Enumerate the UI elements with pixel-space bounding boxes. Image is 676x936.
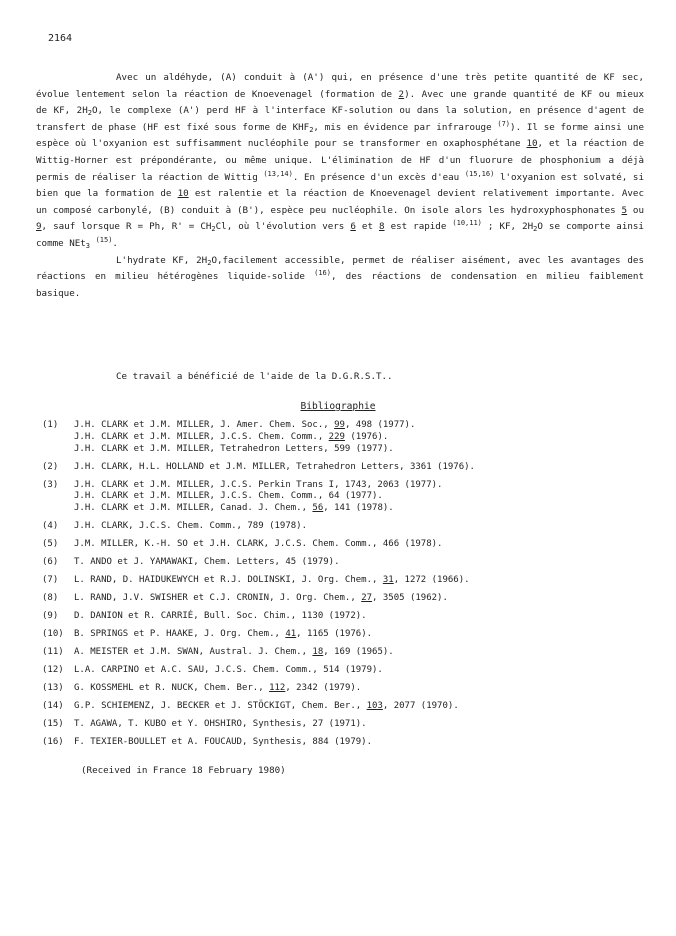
reference-text: L.A. CARPINO et A.C. SAU, J.C.S. Chem. Comm., 514 (1979).: [74, 665, 383, 676]
volume-number: 56: [312, 503, 324, 514]
text-run: ; KF, 2H: [481, 221, 534, 233]
acknowledgement: Ce travail a bénéficié de l'aide de la D.G.R.S.T..: [116, 371, 393, 382]
reference-line: [74, 593, 448, 605]
reference-line: [74, 737, 372, 749]
reference-number: (4): [42, 521, 59, 532]
reference-number: (9): [42, 611, 59, 622]
text-run: , sauf lorsque R = Ph, R' = CH: [41, 221, 212, 233]
reference-entry: [42, 611, 642, 623]
reference-number: (10): [42, 629, 64, 640]
reference-entry: [42, 665, 642, 677]
reference-entry: [42, 701, 642, 713]
compound-ref: 10: [177, 188, 189, 200]
volume-number: 41: [285, 629, 297, 640]
citation: (15): [95, 235, 113, 244]
subscript: 2: [533, 225, 538, 234]
reference-lines: [74, 480, 442, 515]
reference-text: , 169 (1965).: [323, 647, 394, 658]
reference-text: J.H. CLARK et J.M. MILLER, Canad. J. Chem.,: [74, 503, 313, 514]
compound-ref: 5: [621, 204, 628, 216]
reference-lines: [74, 575, 470, 587]
reference-lines: [74, 683, 361, 695]
reference-line: [74, 420, 415, 432]
reference-entry: [42, 480, 642, 515]
reference-lines: [74, 521, 307, 533]
compound-ref: 9: [36, 221, 42, 233]
main-text: [36, 70, 644, 302]
compound-ref: 10: [526, 138, 538, 150]
reference-line: [74, 521, 307, 533]
reference-text: J.H. CLARK et J.M. MILLER, J. Amer. Chem. Soc.,: [74, 420, 335, 430]
text-run: . En présence d'un excès d'eau: [292, 171, 465, 183]
reference-line: [74, 503, 442, 515]
text-run: Cl, où l'évolution vers: [215, 221, 351, 233]
text-run: ou: [627, 204, 644, 216]
reference-list: [42, 420, 642, 755]
text-run: O,facilement accessible, permet de réaliser aisément, avec les avantages des réactions en milieu hétérogènes liquide-solide: [36, 254, 644, 283]
reference-text: A. MEISTER et J.M. SWAN, Austral. J. Chem.,: [74, 647, 313, 658]
reference-text: J.H. CLARK et J.M. MILLER, J.C.S. Chem. Comm., 64 (1977).: [74, 491, 383, 502]
subscript: 2: [309, 125, 314, 134]
subscript: 2: [207, 258, 212, 267]
reference-text: , 1165 (1976).: [296, 629, 373, 640]
reference-entry: [42, 420, 642, 455]
reference-line: [74, 665, 383, 677]
text-run: O se comporte ainsi comme NEt: [36, 221, 644, 249]
reference-number: (16): [42, 736, 64, 747]
reference-lines: [74, 420, 415, 455]
reference-lines: [74, 629, 372, 641]
reference-line: [74, 575, 470, 587]
reference-text: , 498 (1977).: [344, 420, 416, 430]
subscript: 3: [85, 241, 91, 250]
reference-line: [74, 701, 459, 713]
reference-line: [74, 611, 367, 623]
volume-number: 18: [312, 647, 324, 658]
reference-line: [74, 647, 394, 659]
text-run: et: [355, 221, 379, 233]
text-run: L'hydrate KF, 2H: [116, 254, 208, 266]
compound-ref: 8: [379, 221, 385, 233]
reference-text: B. SPRINGS et P. HAAKE, J. Org. Chem.,: [74, 629, 286, 640]
reference-text: J.H. CLARK et J.M. MILLER, J.C.S. Chem. Comm.,: [74, 431, 329, 442]
reference-entry: [42, 557, 642, 569]
reference-line: [74, 432, 415, 444]
compound-ref: 2: [398, 88, 405, 100]
reference-text: G.P. SCHIEMENZ, J. BECKER et J. STÖCKIGT, Chem. Ber.,: [74, 700, 367, 711]
reference-text: , 141 (1978).: [323, 503, 394, 514]
reference-entry: [42, 629, 642, 641]
reference-line: [74, 539, 442, 551]
reference-lines: [74, 719, 367, 731]
reference-number: (13): [42, 683, 64, 693]
volume-number: 99: [334, 420, 345, 430]
text-run: l'oxyanion est solvaté, si bien que la formation de: [36, 171, 644, 200]
text-run: est ralentie et la réaction de Knoevenagel devient relativement importante. Avec un composé carbonylé, (B) conduit à (B'), espèce peu nucléophile. On isole alors les hydroxyphosphonates: [36, 188, 644, 216]
reference-entry: [42, 737, 642, 749]
reference-number: (11): [42, 647, 64, 658]
reference-text: , 2342 (1979).: [285, 683, 362, 693]
text-run: , et la réaction de Wittig-Horner est prépondérante, ou même unique. L'élimination de HF d'un fluorure de phosphonium a déjà permis de réaliser la réaction de Wittig: [36, 138, 644, 183]
reference-line: [74, 491, 442, 503]
reference-number: (15): [42, 718, 64, 729]
text-run: ). Avec une grande quantité de KF ou mieux de KF, 2H: [36, 88, 644, 117]
reference-number: (12): [42, 665, 64, 676]
volume-number: 112: [269, 683, 286, 693]
reference-number: (5): [42, 539, 59, 550]
reference-text: G. KOSSMEHL et R. NUCK, Chem. Ber.,: [74, 683, 270, 693]
citation: (7): [497, 119, 511, 128]
reference-number: (14): [42, 700, 64, 711]
reference-text: J.H. CLARK et J.M. MILLER, Tetrahedron Letters, 599 (1977).: [74, 443, 394, 454]
reference-text: L. RAND, J.V. SWISHER et C.J. CRONIN, J. Org. Chem.,: [74, 593, 362, 604]
reference-lines: [74, 665, 383, 677]
reference-lines: [74, 611, 367, 623]
reference-text: J.H. CLARK, H.L. HOLLAND et J.M. MILLER, Tetrahedron Letters, 3361 (1976).: [74, 461, 475, 472]
reference-line: [74, 683, 361, 695]
paragraph-2: [36, 253, 644, 303]
reference-lines: [74, 539, 442, 551]
reference-line: [74, 462, 475, 474]
text-run: , mis en évidence par infrarouge: [313, 121, 498, 133]
subscript: 2: [87, 109, 92, 118]
reference-text: J.H. CLARK, J.C.S. Chem. Comm., 789 (1978).: [74, 521, 307, 532]
reference-entry: [42, 575, 642, 587]
text-run: , des réactions de condensation en milieu faiblement basique.: [36, 271, 644, 299]
compound-ref: 6: [350, 221, 356, 233]
reference-entry: [42, 521, 642, 533]
reference-text: , 2077 (1970).: [382, 700, 459, 711]
text-run: Avec un aldéhyde, (A) conduit à (A') qui, en présence d'une très petite quantité de KF sec, évolue lentement selon la réaction de Knoevenagel (formation de: [36, 72, 644, 100]
reference-number: (3): [42, 479, 59, 490]
volume-number: 229: [328, 431, 345, 442]
reference-text: , 3505 (1962).: [372, 593, 448, 604]
bibliography-title: Bibliographie: [300, 401, 376, 412]
reference-text: D. DANION et R. CARRIÉ, Bull. Soc. Chim., 1130 (1972).: [74, 611, 367, 622]
reference-lines: [74, 647, 394, 659]
subscript: 2: [211, 225, 216, 234]
reference-lines: [74, 593, 448, 605]
reference-text: (1976).: [344, 431, 389, 442]
reference-entry: [42, 683, 642, 695]
paragraph-1: [36, 70, 644, 253]
reference-number: (1): [42, 420, 59, 430]
reference-entry: [42, 462, 642, 474]
reference-text: F. TEXIER-BOULLET et A. FOUCAUD, Synthesis, 884 (1979).: [74, 736, 373, 747]
text-run: .: [112, 237, 118, 249]
text-run: est rapide: [384, 221, 453, 233]
reference-text: T. ANDO et J. YAMAWAKI, Chem. Letters, 45 (1979).: [74, 557, 340, 568]
reference-lines: [74, 701, 459, 713]
reference-line: [74, 480, 442, 492]
reference-lines: [74, 737, 372, 749]
text-run: O, le complexe (A') perd HF à l'interface KF-solution ou dans la solution, en présence d'agent de transfert de phase (HF est fixé sous forme de KHF: [36, 105, 644, 133]
reference-text: J.M. MILLER, K.-H. SO et J.H. CLARK, J.C.S. Chem. Comm., 466 (1978).: [74, 539, 443, 550]
text-run: ). Il se forme ainsi une espèce où l'oxyanion est suffisamment nucléophile pour se transformer en oxaphosphétane: [36, 121, 644, 150]
reference-lines: [74, 557, 340, 569]
reference-line: [74, 557, 340, 569]
reference-lines: [74, 462, 475, 474]
reference-entry: [42, 719, 642, 731]
reference-line: [74, 629, 372, 641]
volume-number: 31: [382, 575, 394, 586]
reference-number: (8): [42, 593, 59, 604]
citation: (16): [314, 269, 331, 278]
reference-number: (6): [42, 557, 59, 568]
citation: (10,11): [452, 219, 482, 228]
reference-text: , 1272 (1966).: [393, 575, 470, 586]
reference-entry: [42, 539, 642, 551]
reference-entry: [42, 647, 642, 659]
received-date: (Received in France 18 February 1980): [81, 765, 286, 776]
reference-line: [74, 444, 415, 456]
reference-text: T. AGAWA, T. KUBO et Y. OHSHIRO, Synthesis, 27 (1971).: [74, 718, 367, 729]
citation: (15,16): [464, 169, 495, 178]
reference-text: L. RAND, D. HAIDUKEWYCH et R.J. DOLINSKI, J. Org. Chem.,: [74, 575, 383, 586]
volume-number: 27: [361, 593, 373, 604]
volume-number: 103: [366, 700, 383, 711]
page-number: 2164: [48, 33, 73, 44]
citation: (13,14): [263, 169, 293, 178]
reference-number: (2): [42, 461, 59, 472]
reference-number: (7): [42, 575, 59, 586]
reference-entry: [42, 593, 642, 605]
reference-text: J.H. CLARK et J.M. MILLER, J.C.S. Perkin Trans I, 1743, 2063 (1977).: [74, 479, 443, 490]
reference-line: [74, 719, 367, 731]
